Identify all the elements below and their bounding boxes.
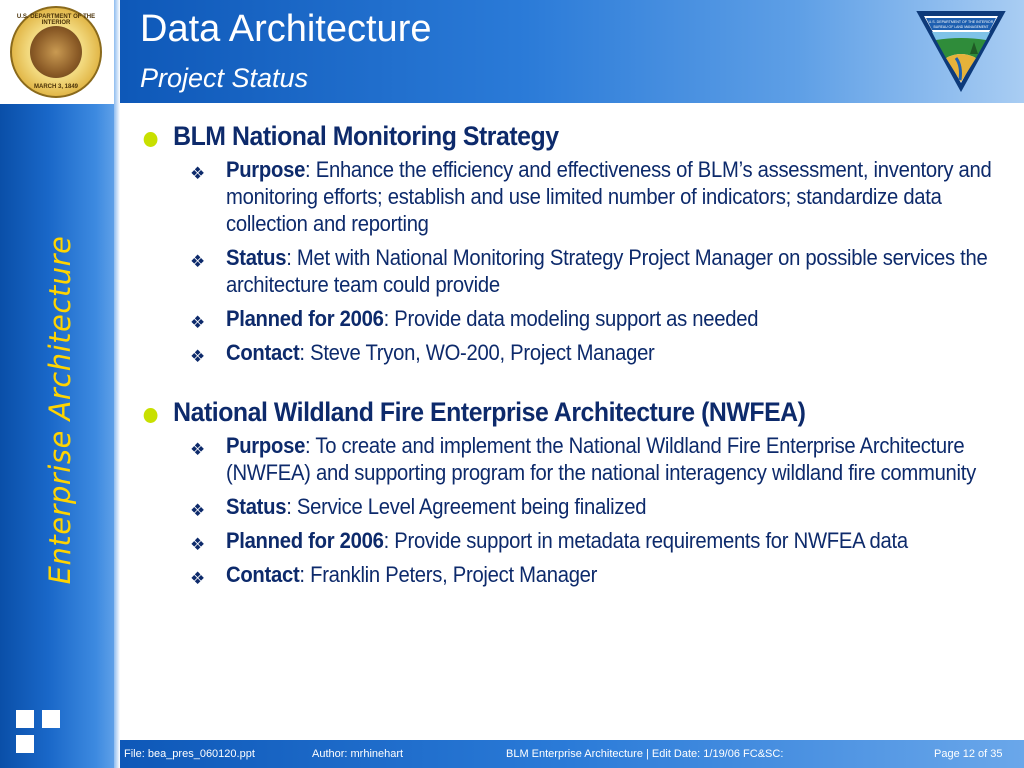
list-item	[140, 561, 1010, 588]
item-text: : Franklin Peters, Project Manager	[299, 562, 598, 587]
item-text: : Provide data modeling support as needed	[383, 306, 759, 331]
blm-logo-text-2: BUREAU OF LAND MANAGEMENT	[933, 25, 989, 29]
item-label: Status	[226, 245, 287, 270]
section-heading	[140, 396, 940, 428]
title-bar	[120, 0, 1024, 103]
list-item	[140, 527, 1010, 554]
section-heading-text: BLM National Monitoring Strategy	[173, 121, 559, 151]
doi-seal-icon	[10, 6, 102, 98]
item-label: Planned for 2006	[226, 306, 384, 331]
item-label: Contact	[226, 340, 300, 365]
diamond-bullet-icon: ❖	[190, 535, 205, 554]
item-text: : Met with National Monitoring Strategy Project Manager on possible services the architecture team could provide	[226, 245, 988, 297]
diamond-bullet-icon: ❖	[190, 252, 205, 271]
item-text: : To create and implement the National Wildland Fire Enterprise Architecture (NWFEA) and supporting program for the national interagency wildland fire community	[226, 433, 976, 485]
blm-logo-icon	[916, 10, 1006, 92]
seal-text-top: U.S. DEPARTMENT OF THE INTERIOR	[16, 14, 96, 26]
item-text: : Provide support in metadata requirements for NWFEA data	[383, 528, 908, 553]
diamond-bullet-icon: ❖	[190, 313, 205, 332]
blm-logo-text-1: U.S. DEPARTMENT OF THE INTERIOR	[928, 20, 994, 24]
list-item	[140, 244, 1010, 298]
diamond-bullet-icon: ❖	[190, 440, 205, 459]
footer-file: File: bea_pres_060120.ppt	[124, 748, 255, 760]
page-title: Data Architecture	[140, 8, 432, 50]
list-item	[140, 305, 1010, 332]
footer-center: BLM Enterprise Architecture | Edit Date: 1/19/06 FC&SC:	[506, 748, 784, 760]
item-label: Planned for 2006	[226, 528, 384, 553]
circle-bullet-icon	[144, 132, 158, 147]
item-label: Status	[226, 494, 287, 519]
page-subtitle: Project Status	[140, 63, 309, 93]
left-sidebar-band	[0, 0, 120, 768]
list-item	[140, 432, 1010, 486]
slide-content	[140, 120, 1010, 606]
item-label: Purpose	[226, 433, 306, 458]
bullet-list	[140, 156, 1010, 366]
footer-bar	[120, 740, 1024, 768]
item-text: : Service Level Agreement being finalized	[286, 494, 647, 519]
section-heading-text: National Wildland Fire Enterprise Architecture (NWFEA)	[173, 397, 806, 427]
diamond-bullet-icon: ❖	[190, 347, 205, 366]
item-text: : Enhance the efficiency and effectiveness of BLM’s assessment, inventory and monitoring efforts; establish and use limited number of indicators; standardize data collection and reporting	[226, 157, 992, 236]
seal-text-bottom: MARCH 3, 1849	[33, 84, 78, 90]
list-item	[140, 156, 1010, 237]
seal-container	[0, 0, 118, 104]
section-heading	[140, 120, 940, 152]
list-item	[140, 339, 1010, 366]
circle-bullet-icon	[144, 408, 158, 423]
bison-emblem	[30, 26, 82, 78]
diamond-bullet-icon: ❖	[190, 164, 205, 183]
list-item	[140, 493, 1010, 520]
sidebar-vertical-title: Enterprise Architecture	[43, 235, 77, 585]
footer-page: Page 12 of 35	[934, 748, 1003, 760]
section-monitoring-strategy	[140, 120, 1010, 366]
item-label: Purpose	[226, 157, 306, 182]
item-label: Contact	[226, 562, 300, 587]
footer-author: Author: mrhinehart	[312, 748, 404, 760]
diamond-bullet-icon: ❖	[190, 569, 205, 588]
section-nwfea	[140, 396, 1010, 588]
diamond-bullet-icon: ❖	[190, 501, 205, 520]
bullet-list	[140, 432, 1010, 588]
item-text: : Steve Tryon, WO-200, Project Manager	[299, 340, 655, 365]
